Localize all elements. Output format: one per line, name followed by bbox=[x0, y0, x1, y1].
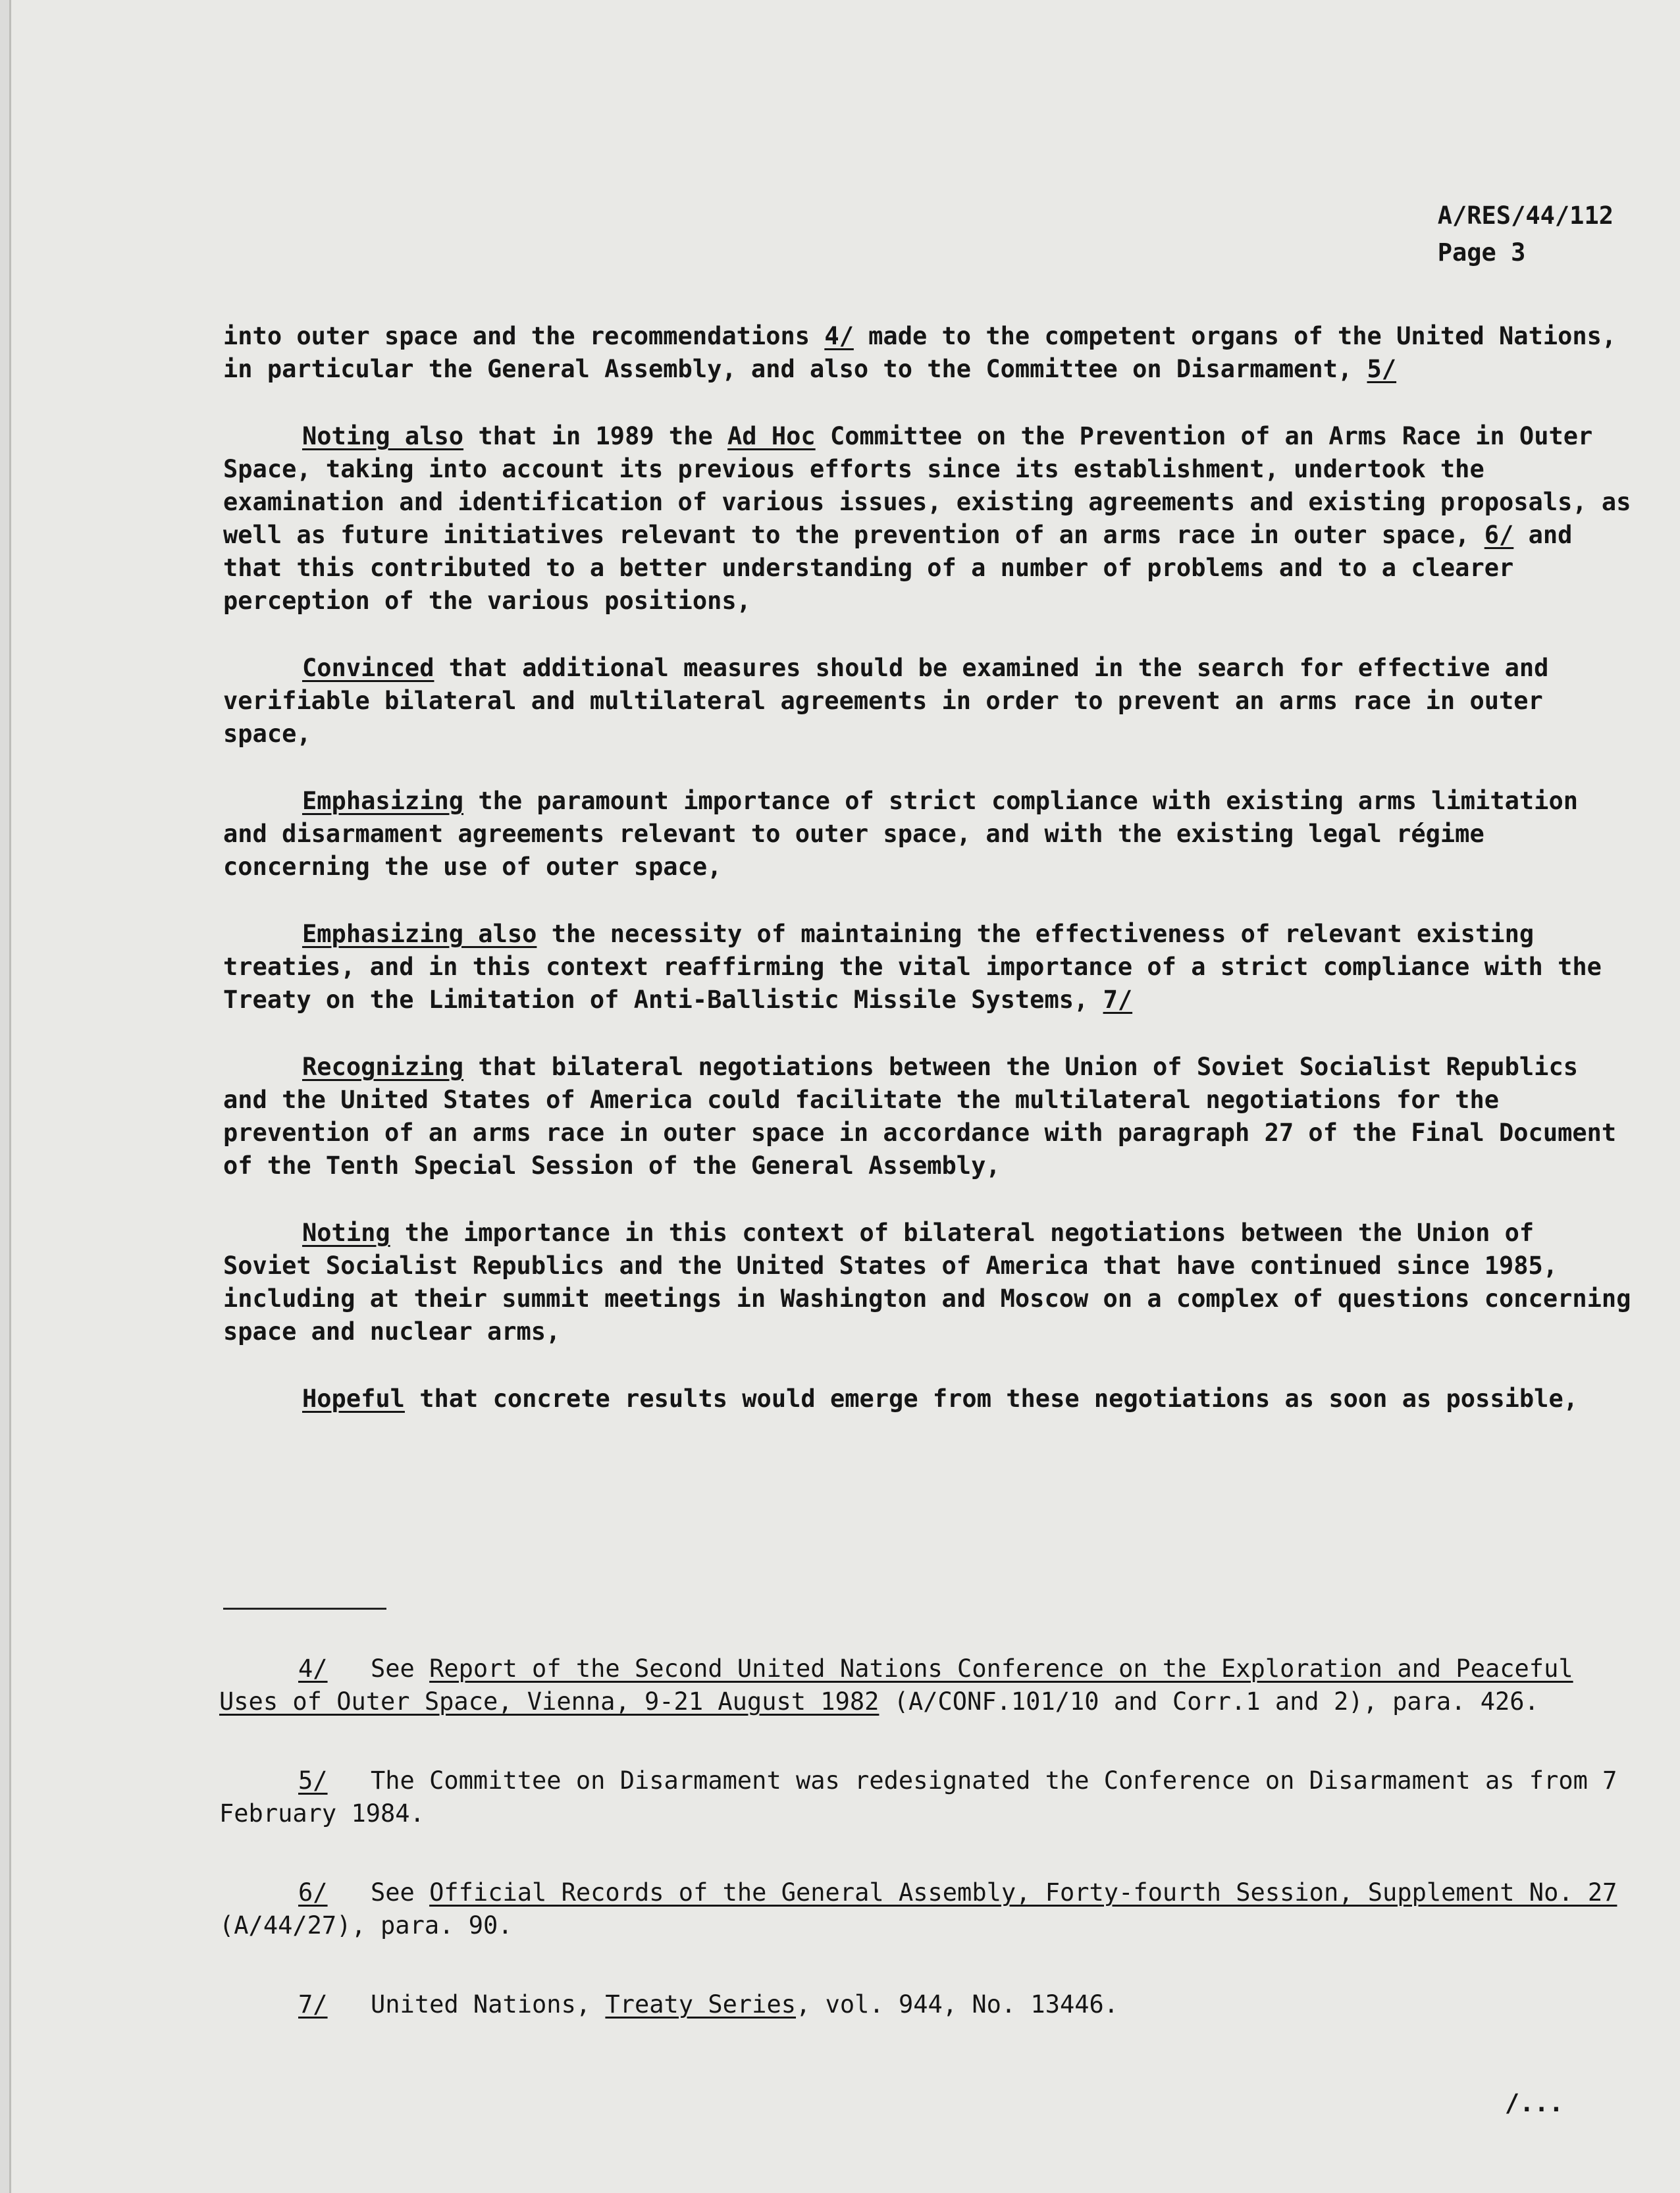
footnote-separator bbox=[223, 1608, 386, 1610]
paragraph-continuation: into outer space and the recommendations 4/ made to the competent organs of the United Nations, in particular the General Assembly, and also to the Committee on Disarmament, 5/ bbox=[223, 322, 1617, 383]
footnote-5: 5/ The Committee on Disarmament was redesignated the Conference on Disarmament as from 7 February 1984. bbox=[219, 1764, 1635, 1830]
paragraph-lead: Convinced bbox=[302, 654, 434, 682]
footnote-4: 4/ See Report of the Second United Nations Conference on the Exploration and Peaceful Uses of Outer Space, Vienna, 9-21 August 1982 (A/CONF.101/10 and Corr.1 and 2), para. 426. bbox=[219, 1652, 1635, 1718]
footnotes bbox=[219, 1652, 1635, 2067]
footnote-ref-6: 6/ bbox=[1484, 521, 1514, 549]
footnote-6: 6/ See Official Records of the General Assembly, Forty-fourth Session, Supplement No. 27 (A/44/27), para. 90. bbox=[219, 1876, 1635, 1942]
footnote-ref-7: 7/ bbox=[1103, 986, 1133, 1014]
footnote-mark: 5/ bbox=[298, 1766, 328, 1795]
body-text bbox=[223, 320, 1632, 1450]
footnote-7: 7/ United Nations, Treaty Series, vol. 944, No. 13446. bbox=[219, 1988, 1635, 2021]
paragraph-lead: Noting also bbox=[302, 422, 464, 450]
page-number: Page 3 bbox=[1437, 238, 1526, 267]
paragraph-lead: Noting bbox=[302, 1219, 390, 1247]
footnote-title: Treaty Series bbox=[605, 1990, 797, 2019]
paragraph-emphasizing: Emphasizing the paramount importance of strict compliance with existing arms limitation and disarmament agreements relevant to outer space, and with the existing legal régime concerning the use of outer space, bbox=[223, 787, 1579, 881]
document-header bbox=[1438, 198, 1614, 271]
paragraph-convinced: Convinced that additional measures should be examined in the search for effective and verifiable bilateral and multilateral agreements in order to prevent an arms race in outer space, bbox=[223, 654, 1549, 748]
document-page bbox=[9, 0, 1680, 2193]
paragraph-lead: Recognizing bbox=[302, 1053, 464, 1081]
paragraph-hopeful: Hopeful that concrete results would emerge from these negotiations as soon as possible, bbox=[302, 1385, 1579, 1413]
footnote-mark: 7/ bbox=[298, 1990, 328, 2019]
footnote-ref-5: 5/ bbox=[1367, 355, 1397, 383]
footnote-title: Report of the Second United Nations Conference on the Exploration and Peaceful Uses of Outer Space, Vienna, 9-21 August 1982 bbox=[219, 1654, 1573, 1716]
footnote-mark: 6/ bbox=[298, 1878, 328, 1907]
footnote-title: Official Records of the General Assembly, Forty-fourth Session, Supplement No. 27 bbox=[429, 1878, 1617, 1907]
paragraph-lead: Hopeful bbox=[302, 1385, 405, 1413]
paragraph-emphasizing-also: Emphasizing also the necessity of maintaining the effectiveness of relevant existing treaties, and in this context reaffirming the vital importance of a strict compliance with the Treaty on the Limitation of Anti-Ballistic Missile Systems, 7/ bbox=[223, 920, 1602, 1014]
ad-hoc-term: Ad Hoc bbox=[727, 422, 816, 450]
paragraph-noting: Noting the importance in this context of bilateral negotiations between the Union of Soviet Socialist Republics and the United States of America that have continued since 1985, including at their summit meetings in Washington and Moscow on a complex of questions concerning space and nuclear arms, bbox=[223, 1219, 1631, 1346]
footnote-mark: 4/ bbox=[298, 1654, 328, 1683]
continued-marker: /... bbox=[1504, 2089, 1563, 2117]
paragraph-noting-also: Noting also that in 1989 the Ad Hoc Committee on the Prevention of an Arms Race in Outer Space, taking into account its previous efforts since its establishment, undertook the examination and identification of various issues, existing agreements and existing proposals, as well as future initiatives relevant to the prevention of an arms race in outer space, 6/ and that this contributed to a better understanding of a number of problems and to a clearer perception of the various positions, bbox=[223, 422, 1631, 615]
paragraph-recognizing: Recognizing that bilateral negotiations between the Union of Soviet Socialist Republics and the United States of America could facilitate the multilateral negotiations for the prevention of an arms race in outer space in accordance with paragraph 27 of the Final Document of the Tenth Special Session of the General Assembly, bbox=[223, 1053, 1617, 1180]
document-symbol: A/RES/44/112 bbox=[1437, 201, 1614, 230]
paragraph-lead: Emphasizing also bbox=[302, 920, 537, 948]
paragraph-lead: Emphasizing bbox=[302, 787, 464, 815]
footnote-ref-4: 4/ bbox=[824, 322, 854, 350]
